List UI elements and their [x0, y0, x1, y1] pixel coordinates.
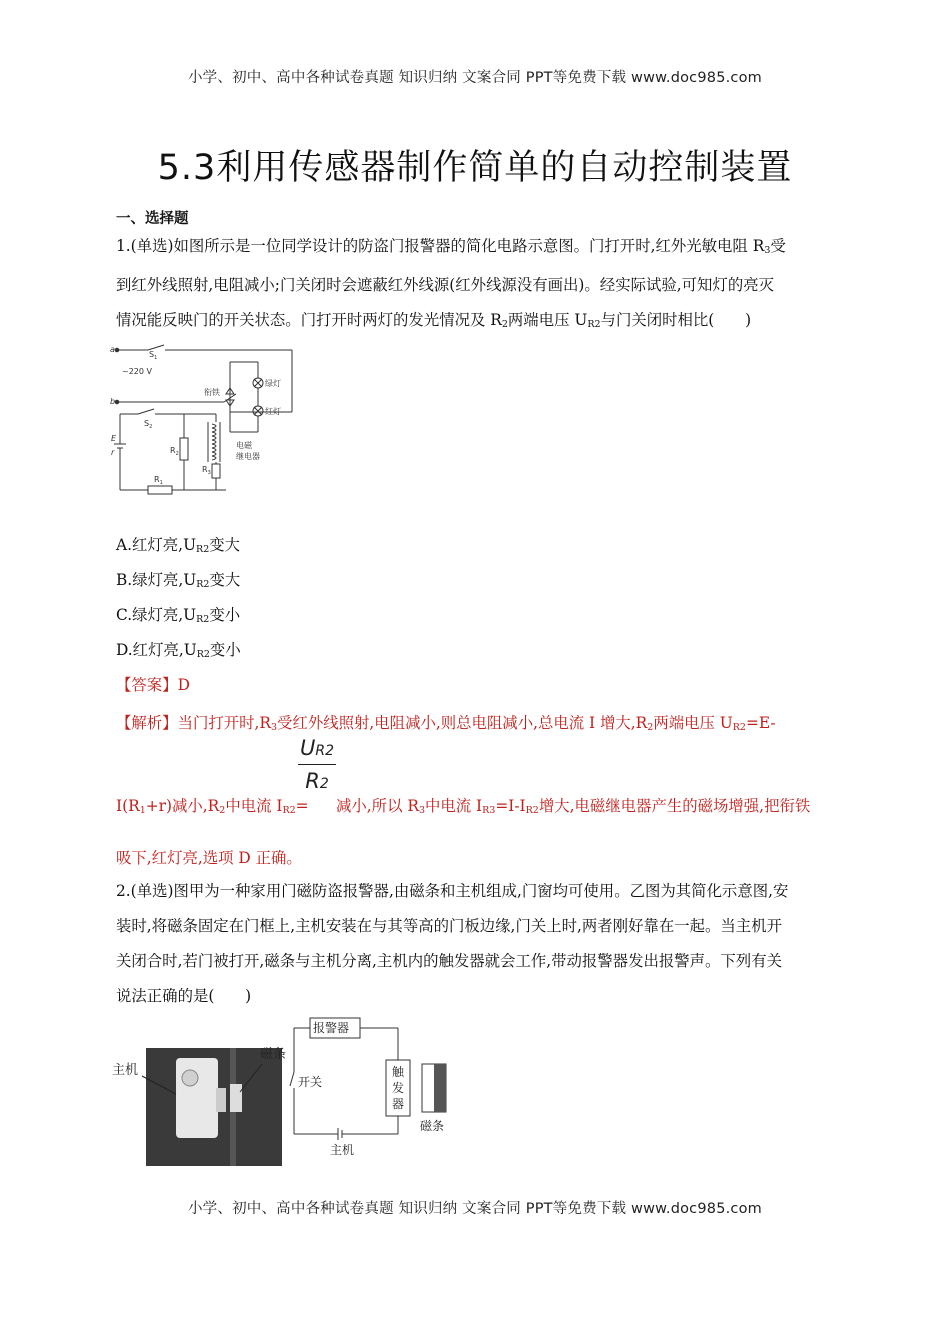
svg-text:E: E — [111, 434, 117, 443]
option-d: D.红灯亮$,U_{R2}$变小 — [116, 641, 241, 660]
fraction-formula: UR2 R2 — [299, 736, 334, 793]
svg-text:主机: 主机 — [112, 1063, 139, 1078]
svg-text:发: 发 — [392, 1081, 405, 1095]
q2-line-1: 2.(单选)图甲为一种家用门磁防盗报警器,由磁条和主机组成,门窗均可使用。乙图为其简化示意图,安 — [116, 882, 789, 900]
analysis-line-2b: 减小,所以 $R_3$中电流 $I_{R3}=I-I_{R2}$增大,电磁继电器产生的磁场增强,把衔铁 — [336, 797, 811, 816]
svg-text:报警器: 报警器 — [313, 1021, 350, 1035]
svg-text:电磁: 电磁 — [236, 441, 252, 450]
svg-text:R3: $R_3$ — [202, 465, 211, 476]
analysis-line-1: 【解析】当门打开时$,R_3$受红外线照射,电阻减小,则总电阻减小,总电流 I 增大$,R_2$两端电压 $U_{R2}=E-$ — [116, 714, 776, 733]
svg-text:S2: $S_2$ — [144, 419, 153, 430]
svg-text:b: b — [110, 397, 116, 406]
option-a: A.红灯亮$,U_{R2}$变大 — [116, 536, 241, 555]
page-header: 小学、初中、高中各种试卷真题 知识归纳 文案合同 PPT等免费下载 www.doc985.com — [187, 70, 763, 86]
q2-line-2: 装时,将磁条固定在门框上,主机安装在与其等高的门板边缘,门关上时,两者刚好靠在一起。当主机开 — [116, 917, 782, 935]
svg-text:S1: $S_1$ — [149, 350, 158, 361]
svg-text:R2: $R_2$ — [170, 446, 179, 457]
svg-text:磁条: 磁条 — [420, 1119, 445, 1133]
option-c: C.绿灯亮$,U_{R2}$变小 — [116, 606, 241, 625]
option-b: B.绿灯亮$,U_{R2}$变大 — [116, 571, 241, 590]
svg-text:开关: 开关 — [298, 1075, 323, 1089]
answer: 【答案】D — [116, 676, 190, 694]
svg-text:绿灯: 绿灯 — [265, 379, 281, 388]
q1-line-2: 到红外线照射,电阻减小;门关闭时会遮蔽红外线源(红外线源没有画出)。经实际试验,可知灯的亮灭 — [116, 276, 774, 294]
analysis-line-2a: $I(R_1+r)$减小$,R_2$中电流 $I_{R2}=$ — [116, 797, 309, 816]
section-heading: 一、选择题 — [116, 211, 189, 227]
analysis-line-3: 吸下,红灯亮,选项 D 正确。 — [116, 849, 302, 867]
svg-text:衔铁: 衔铁 — [204, 388, 220, 397]
svg-text:R1: $R_1$ — [154, 475, 163, 486]
q1-line-3: 情况能反映门的开关状态。门打开时两灯的发光情况及 $R_2$两端电压 $U_{R2}$与门关闭时相比( ) — [116, 311, 752, 330]
svg-text:a: a — [110, 345, 115, 354]
q1-circuit-diagram — [108, 340, 308, 500]
page-title: 5.3利用传感器制作简单的自动控制装置 — [157, 148, 793, 188]
q2-circuit-diagram — [286, 1014, 458, 1160]
svg-text:红灯: 红灯 — [265, 407, 281, 416]
q1-line-1: 1.(单选)如图所示是一位同学设计的防盗门报警器的简化电路示意图。门打开时,红外光敏电阻 $R_3$受 — [116, 237, 786, 256]
q2-line-4: 说法正确的是( ) — [116, 987, 252, 1005]
page-footer: 小学、初中、高中各种试卷真题 知识归纳 文案合同 PPT等免费下载 www.doc985.com — [187, 1201, 763, 1217]
svg-text:触: 触 — [392, 1065, 405, 1079]
svg-text:主机: 主机 — [330, 1143, 355, 1157]
svg-text:器: 器 — [392, 1097, 405, 1111]
svg-text:继电器: 继电器 — [236, 452, 260, 461]
svg-text:~220 V: ~220 V — [122, 367, 152, 376]
q2-device-photo — [112, 1036, 292, 1166]
question-2-text — [116, 874, 838, 1014]
q2-line-3: 关闭合时,若门被打开,磁条与主机分离,主机内的触发器就会工作,带动报警器发出报警声。下列有关 — [116, 952, 782, 970]
svg-text:磁条: 磁条 — [260, 1047, 287, 1062]
question-1-text — [116, 229, 838, 342]
svg-text:r: r — [111, 448, 115, 457]
